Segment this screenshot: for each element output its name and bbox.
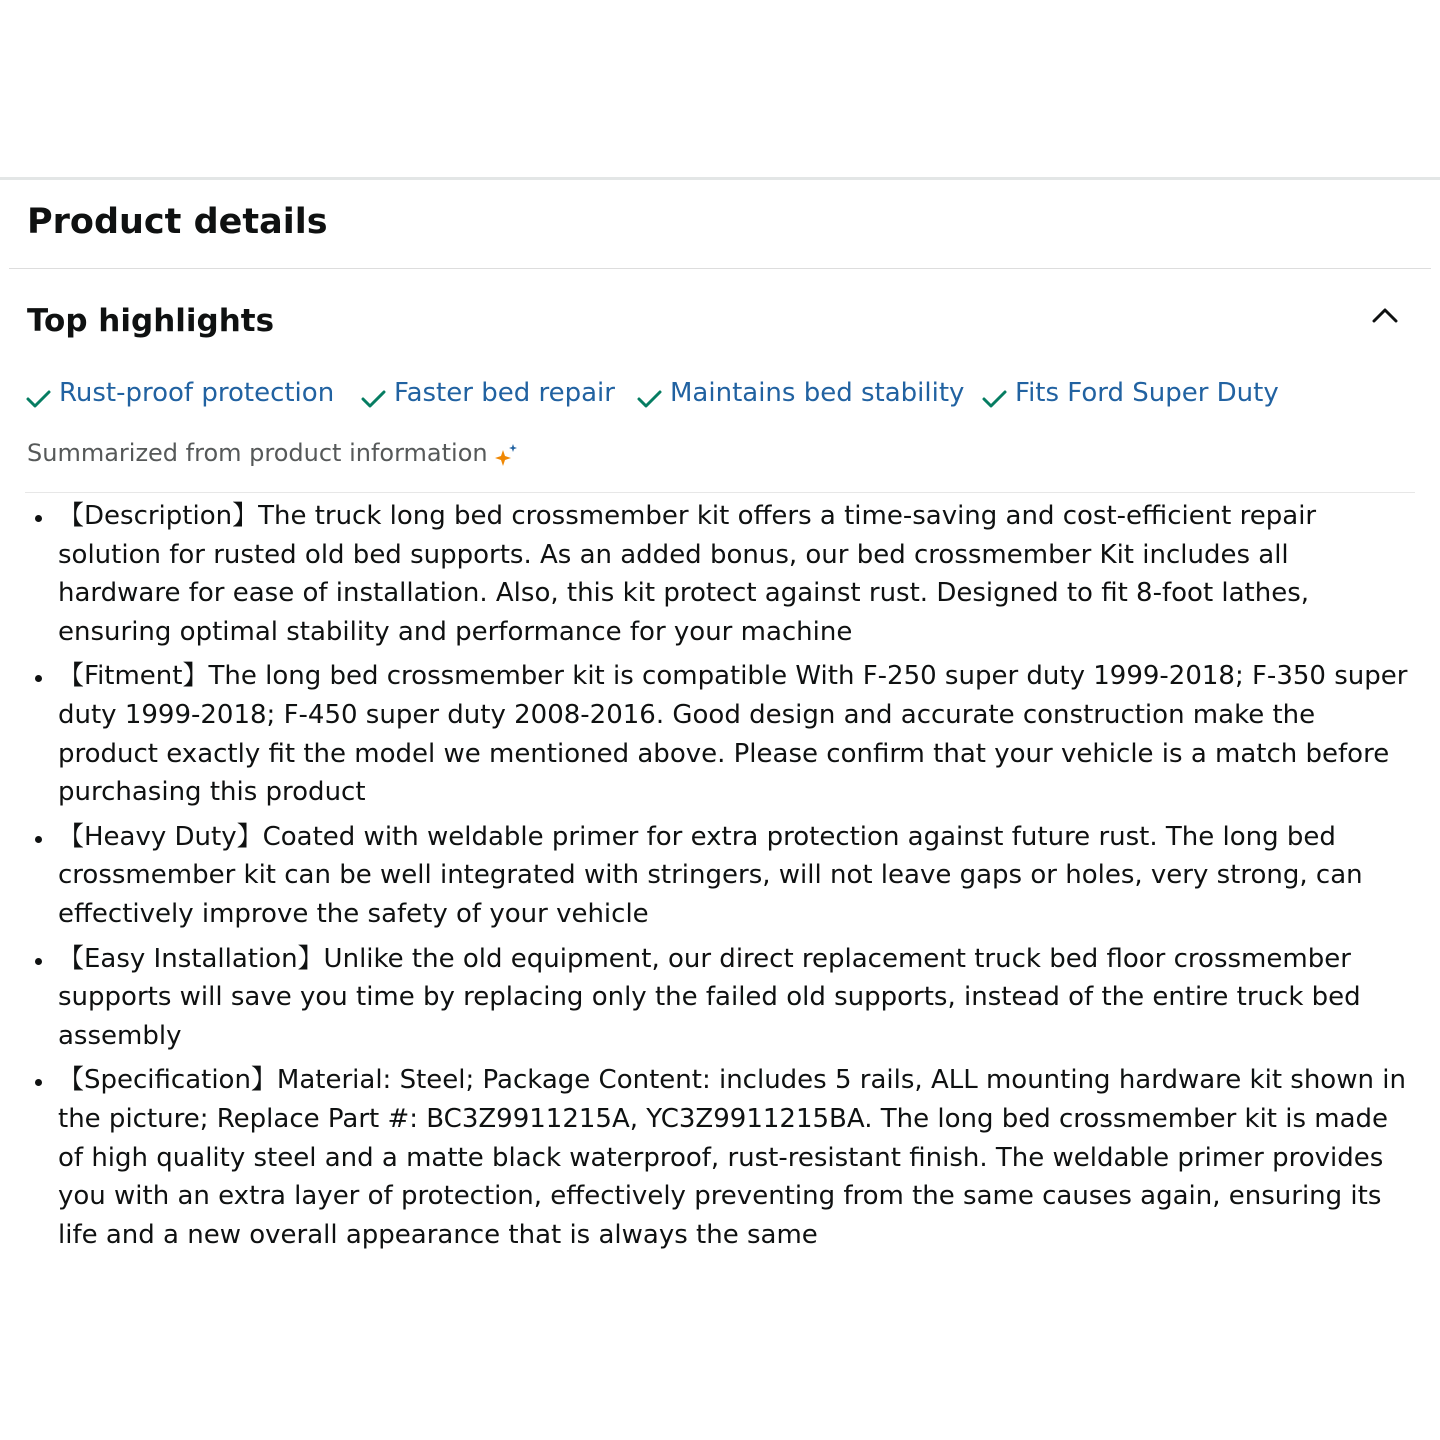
- highlight-chip-label: Fits Ford Super Duty: [1015, 378, 1279, 408]
- feature-bullet-text: 【Heavy Duty】Coated with weldable primer for extra protection against future rust. The long bed crossmember kit can be well integrated with stringers, will not leave gaps or holes, very strong, can effectively improve the safety of your vehicle: [58, 821, 1363, 929]
- checkmark-icon: [360, 384, 388, 412]
- feature-bullet: [0, 1061, 1440, 1254]
- feature-bullet-text: 【Fitment】The long bed crossmember kit is compatible With F-250 super duty 1999-2018; F-350 super duty 1999-2018; F-450 super duty 2008-2016. Good design and accurate construction make the product exactly fit the model we mentioned above. Please confirm that your vehicle is a match before purchasing this product: [58, 661, 1408, 808]
- highlights-title: Top highlights: [27, 303, 275, 339]
- top-divider: [0, 177, 1440, 180]
- sparkle-icon: [494, 442, 520, 468]
- collapse-toggle-button[interactable]: [1366, 296, 1404, 334]
- highlight-chip-label: Rust-proof protection: [59, 378, 335, 408]
- feature-bullet: [0, 818, 1440, 934]
- ai-summary-note: [27, 436, 520, 470]
- summary-text: Summarized from product information: [27, 439, 488, 467]
- feature-bullet-text: 【Description】The truck long bed crossmember kit offers a time-saving and cost-efficient repair solution for rusted old bed supports. As an added bonus, our bed crossmember Kit includes all hardware for ease of installation. Also, this kit protect against rust. Designed to fit 8-foot lathes, ensuring optimal stability and performance for your machine: [58, 501, 1317, 647]
- bullet-dot: [35, 515, 42, 522]
- highlight-chip: [636, 373, 964, 413]
- section-divider: [9, 268, 1431, 269]
- bullet-dot: [35, 1079, 42, 1086]
- feature-bullet-text: 【Specification】Material: Steel; Package Content: includes 5 rails, ALL mounting hardware kit shown in the picture; Replace Part #: BC3Z9911215A, YC3Z9911215BA. The long bed crossmember kit is made of high quality steel and a matte black waterproof, rust-resistant finish. The weldable primer provides you with an extra layer of protection, effectively preventing from the same causes again, ensuring its life and a new overall appearance that is always the same: [58, 1065, 1406, 1250]
- bullet-dot: [35, 836, 42, 843]
- feature-bullet: [0, 657, 1440, 811]
- chevron-up-icon: [1366, 296, 1404, 334]
- list-divider: [25, 492, 1415, 493]
- bullet-dot: [35, 675, 42, 682]
- checkmark-icon: [25, 384, 53, 412]
- checkmark-icon: [636, 384, 664, 412]
- feature-bullet: [0, 497, 1440, 651]
- highlight-chip-label: Faster bed repair: [394, 378, 615, 408]
- highlight-chip: [360, 373, 615, 413]
- highlight-chip: [981, 373, 1279, 413]
- feature-bullet-list: [0, 497, 1440, 1260]
- checkmark-icon: [981, 384, 1009, 412]
- feature-bullet: [0, 940, 1440, 1056]
- highlight-chip: [25, 373, 334, 413]
- bullet-dot: [35, 958, 42, 965]
- feature-bullet-text: 【Easy Installation】Unlike the old equipment, our direct replacement truck bed floor crossmember supports will save you time by replacing only the failed old supports, instead of the entire truck bed assembly: [58, 943, 1361, 1051]
- section-title: Product details: [27, 202, 328, 242]
- highlight-chip-label: Maintains bed stability: [670, 378, 965, 408]
